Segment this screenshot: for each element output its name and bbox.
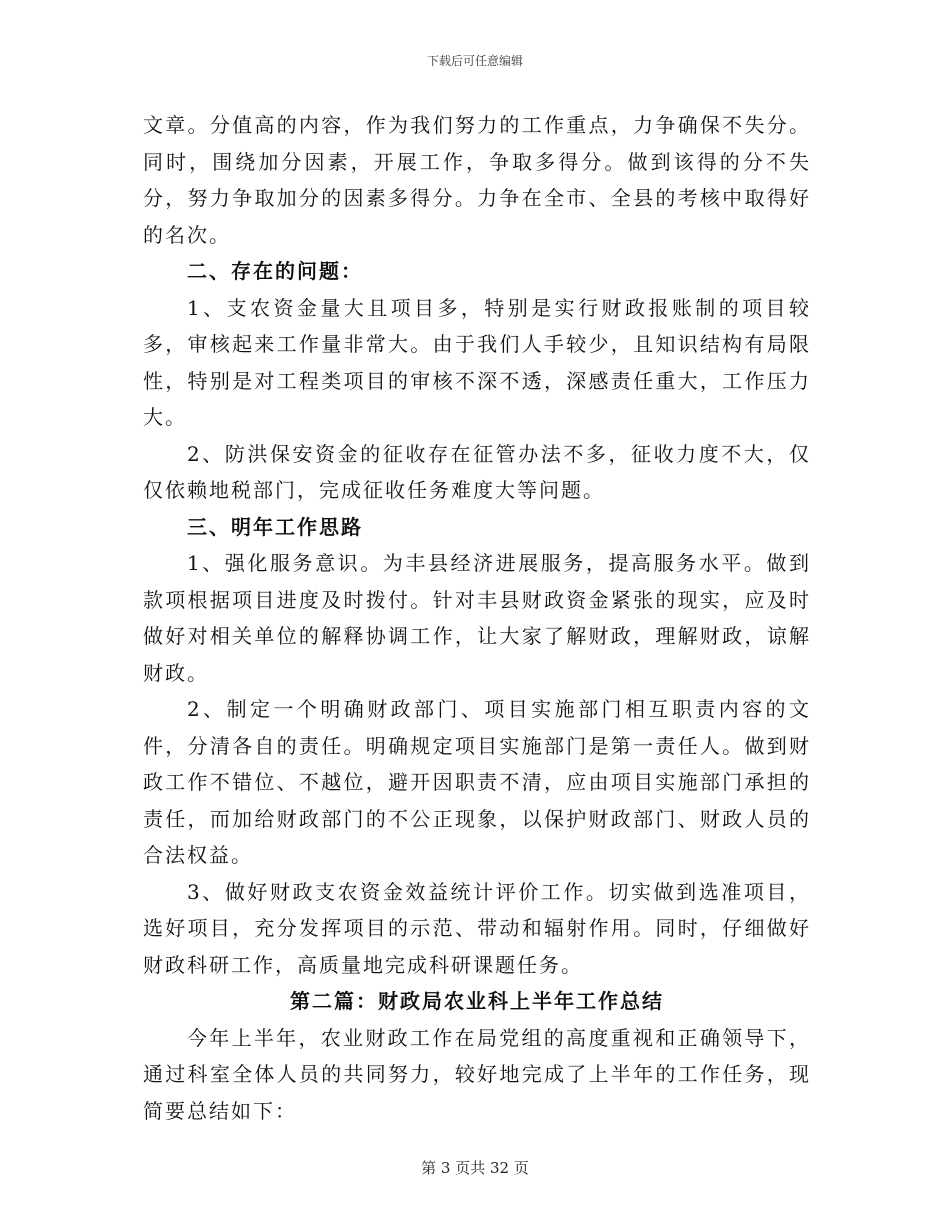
paragraph-problem-2: 2、防洪保安资金的征收存在征管办法不多，征收力度不大，仅仅依赖地税部门，完成征收任务难度大等问题。 xyxy=(143,441,811,502)
section-title-part-two: 第二篇：财政局农业科上半年工作总结 xyxy=(290,989,664,1013)
document-body xyxy=(143,107,811,1129)
paragraph-plan-2: 2、制定一个明确财政部门、项目实施部门相互职责内容的文件，分清各自的责任。明确规定项目实施部门是第一责任人。做到财政工作不错位、不越位，避开因职责不清，应由项目实施部门承担的责任，而加给财政部门的不公正现象，以保护财政部门、财政人员的合法权益。 xyxy=(143,697,811,867)
heading-problems: 二、存在的问题： xyxy=(187,259,363,283)
paragraph-continuation: 文章。分值高的内容，作为我们努力的工作重点，力争确保不失分。同时，围绕加分因素，开展工作，争取多得分。做到该得的分不失分，努力争取加分的因素多得分。力争在全市、全县的考核中取得好的名次。 xyxy=(143,113,811,247)
page-number-footer: 第 3 页共 32 页 xyxy=(421,1159,529,1177)
heading-next-year-plan: 三、明年工作思路 xyxy=(187,514,363,539)
page-header: 下载后可任意编辑 xyxy=(426,54,523,68)
paragraph-plan-1: 1、强化服务意识。为丰县经济进展服务，提高服务水平。做到款项根据项目进度及时拨付。针对丰县财政资金紧张的现实，应及时做好对相关单位的解释协调工作，让大家了解财政，理解财政，谅解财政。 xyxy=(143,551,811,685)
paragraph-summary-intro: 今年上半年，农业财政工作在局党组的高度重视和正确领导下，通过科室全体人员的共同努力，较好地完成了上半年的工作任务，现简要总结如下： xyxy=(143,1025,811,1123)
paragraph-plan-3: 3、做好财政支农资金效益统计评价工作。切实做到选准项目，选好项目，充分发挥项目的示范、带动和辐射作用。同时，仔细做好财政科研工作，高质量地完成科研课题任务。 xyxy=(143,879,811,977)
paragraph-problem-1: 1、支农资金量大且项目多，特别是实行财政报账制的项目较多，审核起来工作量非常大。由于我们人手较少，且知识结构有局限性，特别是对工程类项目的审核不深不透，深感责任重大，工作压力大。 xyxy=(143,295,811,429)
